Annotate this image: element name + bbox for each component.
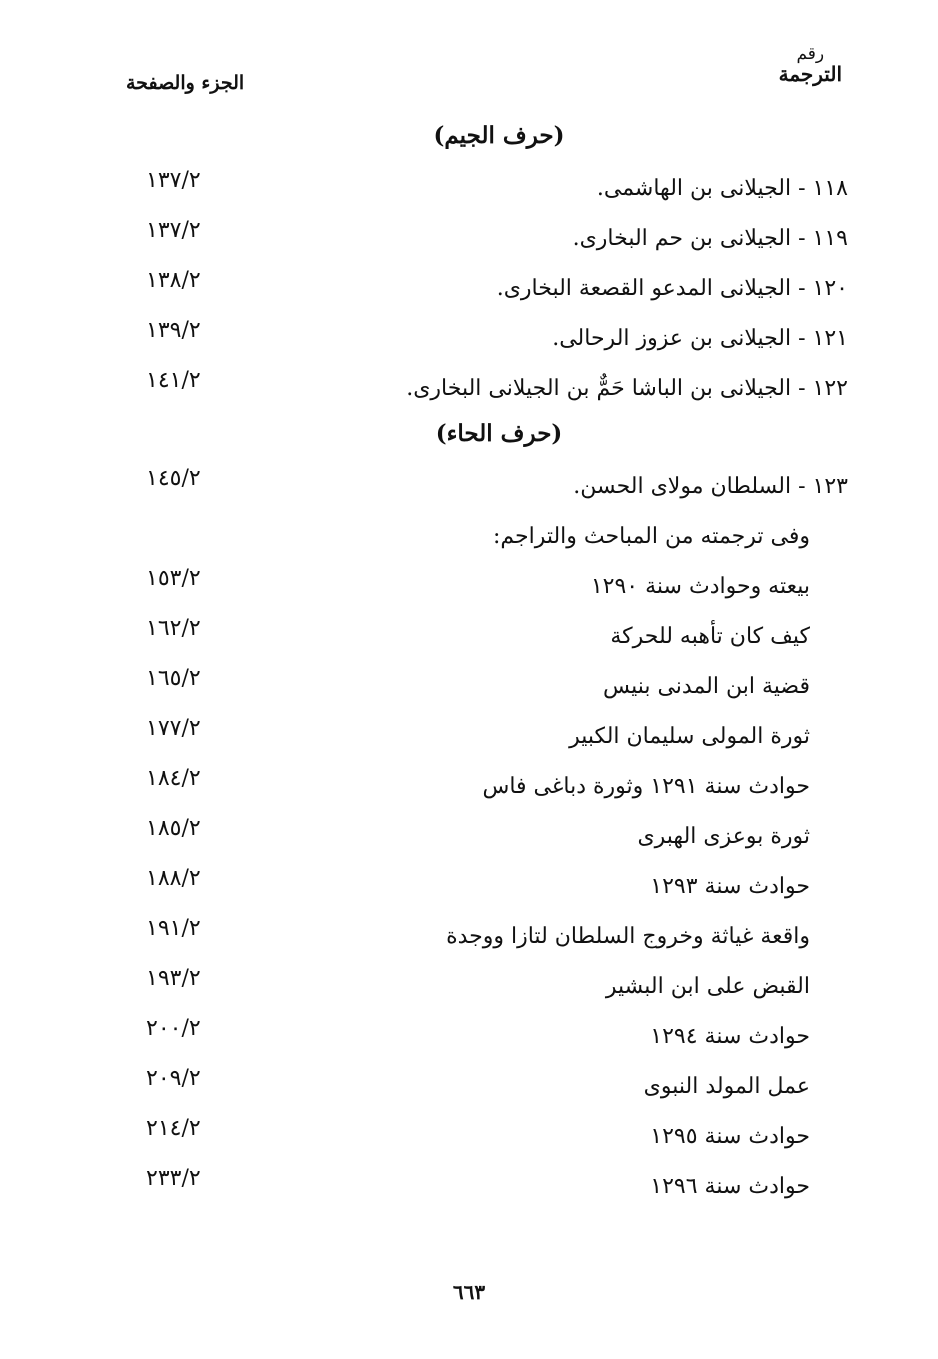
entry-page: ١٣٨/٢ xyxy=(146,268,201,293)
entry-label: ١٢٢ - الجيلانى بن الباشا حَمٌّ بن الجيلانى البخارى. xyxy=(406,376,848,401)
subentries-intro: وفى ترجمته من المباحث والتراجم: xyxy=(492,524,810,549)
subentry-label: ثورة بوعزى الهبرى xyxy=(637,824,810,849)
subentry-label: القبض على ابن البشير xyxy=(605,974,810,999)
subentry-label: واقعة غياثة وخروج السلطان لتازا ووجدة xyxy=(446,924,810,949)
subentry-page: ٢١٤/٢ xyxy=(146,1116,201,1141)
entry-page: ١٣٩/٢ xyxy=(146,318,201,343)
subentry-page: ١٨٥/٢ xyxy=(146,816,201,841)
toc-subentry xyxy=(0,1066,938,1110)
subentry-label: حوادث سنة ١٢٩٥ xyxy=(650,1124,810,1149)
toc-entry xyxy=(0,318,938,362)
subentry-label: كيف كان تأهبه للحركة xyxy=(610,624,810,649)
subentry-page: ١٦٥/٢ xyxy=(146,666,201,691)
subentry-label: ثورة المولى سليمان الكبير xyxy=(569,724,810,749)
subentry-page: ١٦٢/٢ xyxy=(146,616,201,641)
toc-subentry xyxy=(0,666,938,710)
entry-label: ١٢٣ - السلطان مولاى الحسن. xyxy=(573,474,848,499)
entry-page: ١٤٥/٢ xyxy=(146,466,201,491)
section-title-jim: (حرف الجيم) xyxy=(433,122,565,149)
subentry-page: ١٨٨/٢ xyxy=(146,866,201,891)
toc-subentry xyxy=(0,616,938,660)
toc-subentry xyxy=(0,716,938,760)
subentry-label: حوادث سنة ١٢٩٣ xyxy=(650,874,810,899)
subentry-label: عمل المولد النبوى xyxy=(643,1074,810,1099)
header-tarjama: الترجمة xyxy=(778,62,842,86)
toc-subentry xyxy=(0,566,938,610)
entry-page: ١٣٧/٢ xyxy=(146,218,201,243)
toc-subentry xyxy=(0,816,938,860)
toc-entry xyxy=(0,268,938,312)
toc-subentry xyxy=(0,1166,938,1210)
entry-label: ١١٨ - الجيلانى بن الهاشمى. xyxy=(596,176,848,201)
subentry-page: ١٧٧/٢ xyxy=(146,716,201,741)
header-raqm: رقم xyxy=(796,44,825,64)
subentry-page: ١٩٣/٢ xyxy=(146,966,201,991)
subentry-page: ١٥٣/٢ xyxy=(146,566,201,591)
entry-page: ١٣٧/٢ xyxy=(146,168,201,193)
entry-label: ١٢٠ - الجيلانى المدعو القصعة البخارى. xyxy=(496,276,848,301)
subentry-page: ٢٠٩/٢ xyxy=(146,1066,201,1091)
toc-entry xyxy=(0,466,938,510)
subentry-label: حوادث سنة ١٢٩١ وثورة دباغى فاس xyxy=(482,774,810,799)
subentry-label: حوادث سنة ١٢٩٤ xyxy=(650,1024,810,1049)
entry-label: ١١٩ - الجيلانى بن حم البخارى. xyxy=(572,226,848,251)
toc-subentry xyxy=(0,766,938,810)
subentry-label: قضية ابن المدنى بنيس xyxy=(603,674,810,699)
column-header-entry-number xyxy=(779,44,842,84)
toc-entry xyxy=(0,368,938,412)
toc-subentry xyxy=(0,916,938,960)
toc-subentry xyxy=(0,1016,938,1060)
entry-label: ١٢١ - الجيلانى بن عزوز الرحالى. xyxy=(552,326,848,351)
toc-subentry xyxy=(0,966,938,1010)
subentry-page: ١٨٤/٢ xyxy=(146,766,201,791)
entry-page: ١٤١/٢ xyxy=(146,368,201,393)
subentry-label: بيعته وحوادث سنة ١٢٩٠ xyxy=(590,574,810,599)
toc-entry xyxy=(0,218,938,262)
page-number: ٦٦٣ xyxy=(452,1280,486,1304)
subentry-label: حوادث سنة ١٢٩٦ xyxy=(650,1174,810,1199)
column-header-volume-page: الجزء والصفحة xyxy=(126,72,245,94)
subentry-page: ٢٣٣/٢ xyxy=(146,1166,201,1191)
section-title-ha: (حرف الحاء) xyxy=(435,420,563,447)
toc-subentry xyxy=(0,1116,938,1160)
subentry-page: ١٩١/٢ xyxy=(146,916,201,941)
subentry-page: ٢٠٠/٢ xyxy=(146,1016,201,1041)
toc-subentry xyxy=(0,866,938,910)
toc-entry xyxy=(0,168,938,212)
